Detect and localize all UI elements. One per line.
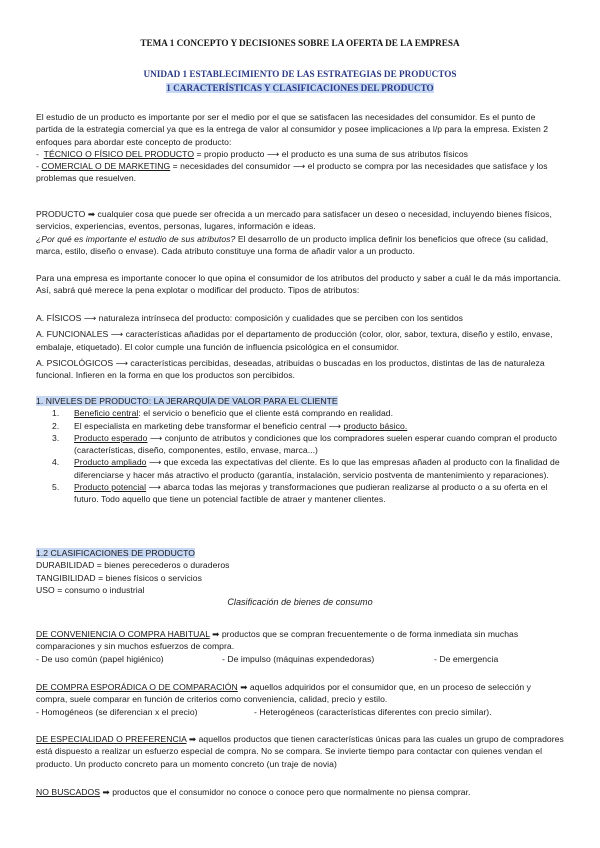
- atributo-fisicos: A. FÍSICOS ⟶ naturaleza intrínseca del producto: composición y cualidades que se perciben con los sentidos: [36, 313, 464, 323]
- especialidad-text: ➡ aquellos productos que tienen características únicas para las cuales un grupo de compradores está dispuesto a realizar un esfuerzo especial de compra. No se compara. Se invierte tiempo para contactar con quienes vendan el producto. Un producto concreto para un momento concreto (un traje de novia): [36, 734, 564, 769]
- durabilidad: DURABILIDAD = bienes perecederos o duraderos: [36, 560, 230, 571]
- nivel-num: 3.: [52, 432, 60, 443]
- nivel-label: Producto potencial: [74, 482, 147, 493]
- esporadica-text: ➡ aquellos adquiridos por el consumidor que, en un proceso de selección y compra, suele comparar en función de criterios como conveniencia, calidad, precio y estilo.: [36, 682, 532, 705]
- tipo-homogeneos: - Homogéneos (se diferencian x el precio): [36, 706, 198, 717]
- intro-bullet-tecnico: - TÉCNICO O FÍSICO DEL PRODUCTO = propio producto ⟶ el producto es una suma de sus atributos físicos: [36, 148, 469, 159]
- nivel-num: 1.: [52, 408, 60, 419]
- nivel-item: [50, 432, 564, 457]
- niveles-list: [36, 407, 564, 505]
- nivel-tail: producto básico.: [343, 420, 408, 431]
- nivel-text: El especialista en marketing debe transformar el beneficio central ⟶: [74, 420, 344, 431]
- tema-title: TEMA 1 CONCEPTO Y DECISIONES SOBRE LA OFERTA DE LA EMPRESA: [140, 38, 460, 48]
- tangibilidad: TANGIBILIDAD = bienes físicos o servicios: [36, 572, 202, 583]
- atributos-intro: Para una empresa es importante conocer lo que opina el consumidor de los atributos del producto y saber a cuál le da más importancia. Así, sabrá qué merece la pena explotar o modificar del producto. Tipos de atributos:: [36, 273, 561, 296]
- atributos-list: [36, 312, 564, 381]
- clasificaciones-section: [36, 547, 564, 608]
- nivel-item: [50, 407, 564, 419]
- uso: USO = consumo o industrial: [36, 584, 145, 595]
- conveniencia-label: DE CONVENIENCIA O COMPRA HABITUAL: [36, 629, 210, 639]
- clasificaciones-heading: 1.2 CLASIFICACIONES DE PRODUCTO: [36, 548, 195, 558]
- nivel-item: [50, 420, 564, 432]
- nobuscados-block: [36, 786, 564, 798]
- tecnico-label: TÉCNICO O FÍSICO DEL PRODUCTO: [43, 148, 195, 159]
- comercial-label: COMERCIAL O DE MARKETING: [41, 161, 171, 172]
- nivel-item: [50, 456, 564, 481]
- nivel-num: 2.: [52, 420, 60, 431]
- esporadica-label: DE COMPRA ESPORÁDICA O DE COMPARACIÓN: [36, 682, 238, 692]
- nivel-label: Producto esperado: [74, 432, 148, 443]
- esporadica-types: [36, 706, 564, 718]
- comercial-text: = necesidades del consumidor ⟶ el producto se compra por las necesidades que satisface y los problemas que resuelven.: [36, 161, 548, 184]
- tipo-emergencia: - De emergencia: [434, 653, 499, 664]
- esporadica-block: [36, 681, 564, 718]
- producto-definition: PRODUCTO ➡ cualquier cosa que puede ser ofrecida a un mercado para satisfacer un deseo o necesidad, incluyendo bienes físicos, servicios, experiencias, eventos, personas, lugares, información e ideas.: [36, 209, 552, 232]
- clasificacion-subtitle: Clasificación de bienes de consumo: [227, 597, 373, 608]
- conveniencia-text: ➡ productos que se compran frecuentemente o de forma inmediata sin muchas comparaciones y sin muchos esfuerzos de compra.: [36, 629, 519, 652]
- nivel-text: ⟶ que exceda las expectativas del cliente. Es lo que las empresas añaden al producto con la finalidad de diferenciarse y hacer más atractivo el producto (garantía, instalación, servicio postventa de mantenimiento y reparaciones).: [74, 457, 560, 480]
- nivel-label: Beneficio central: [74, 408, 139, 419]
- nivel-text: ⟶ conjunto de atributos y condiciones que los compradores suelen esperar cuando compran el producto (características, diseño, componentes, estilo, envase, marca...): [74, 432, 557, 456]
- especialidad-label: DE ESPECIALIDAD O PREFERENCIA: [36, 734, 187, 744]
- producto-answer: El desarrollo de un producto implica definir los beneficios que ofrece (su calidad, marca, estilo, diseño o envase). Cada atributo constituye una forma de añadir valor a un producto.: [36, 233, 549, 256]
- tipo-uso-comun: - De uso común (papel higiénico): [36, 653, 164, 664]
- conveniencia-block: [36, 628, 564, 665]
- intro-block: [36, 111, 564, 185]
- unidad-title: UNIDAD 1 ESTABLECIMIENTO DE LAS ESTRATEGIAS DE PRODUCTOS: [143, 69, 457, 79]
- tecnico-text: = propio producto ⟶ el producto es una suma de sus atributos físicos: [194, 148, 469, 159]
- niveles-heading: 1. NIVELES DE PRODUCTO: LA JERARQUÍA DE VALOR PARA EL CLIENTE: [36, 396, 338, 406]
- section-title: [0, 83, 600, 93]
- producto-block: [36, 208, 564, 257]
- producto-question: ¿Por qué es importante el estudio de sus atributos?: [36, 233, 236, 244]
- conveniencia-types: [36, 653, 564, 665]
- nivel-num: 4.: [52, 457, 60, 468]
- nivel-label: Producto ampliado: [74, 457, 147, 468]
- intro-paragraph: El estudio de un producto es importante por ser el medio por el que se satisfacen las necesidades del consumidor. Es el punto de partida de la estrategia comercial ya que es la entrega de valor al consumidor y posee implicaciones a l/p para la empresa. Existen 2 enfoques para abordar este concepto de producto:: [36, 112, 549, 147]
- tipo-heterogeneos: - Heterogéneos (características diferentes con precio similar).: [254, 706, 492, 717]
- nobuscados-label: NO BUSCADOS: [36, 787, 101, 797]
- nobuscados-text: ➡ productos que el consumidor no conoce o conoce pero que normalmente no piensa comprar.: [100, 787, 471, 797]
- nivel-item: [50, 481, 564, 506]
- producto-question-para: [36, 233, 564, 258]
- niveles-section: [36, 395, 564, 506]
- atributo-funcionales: A. FUNCIONALES ⟶ características añadidas por el departamento de producción (color, olor, sabor, textura, diseño y estilo, envase, embalaje, etiquetado). El color cumple una función de influencia psicológica en el consumidor.: [36, 329, 553, 352]
- section-title-text: 1 CARACTERÍSTICAS Y CLASIFICACIONES DEL PRODUCTO: [166, 83, 434, 93]
- nivel-text: : el servicio o beneficio que el cliente está comprando en realidad.: [138, 408, 394, 419]
- nivel-num: 5.: [52, 482, 60, 493]
- especialidad-block: [36, 733, 564, 770]
- intro-bullet-comercial: - COMERCIAL O DE MARKETING = necesidades del consumidor ⟶ el producto se compra por las necesidades que satisface y los problemas que resuelven.: [36, 161, 548, 184]
- tipo-impulso: - De impulso (máquinas expendedoras): [222, 653, 375, 664]
- atributo-psicologicos: A. PSICOLÓGICOS ⟶ características percibidas, deseadas, atribuidas o buscadas en los productos, distintas de las de naturaleza funcional. Infieren en la forma en que los productos son percibidos.: [36, 357, 545, 381]
- nivel-text: ⟶ abarca todas las mejoras y transformaciones que pudieran realizarse al producto o a su oferta en el futuro. Todo aquello que tiene un potencial factible de atraer y mantener clientes.: [74, 482, 548, 505]
